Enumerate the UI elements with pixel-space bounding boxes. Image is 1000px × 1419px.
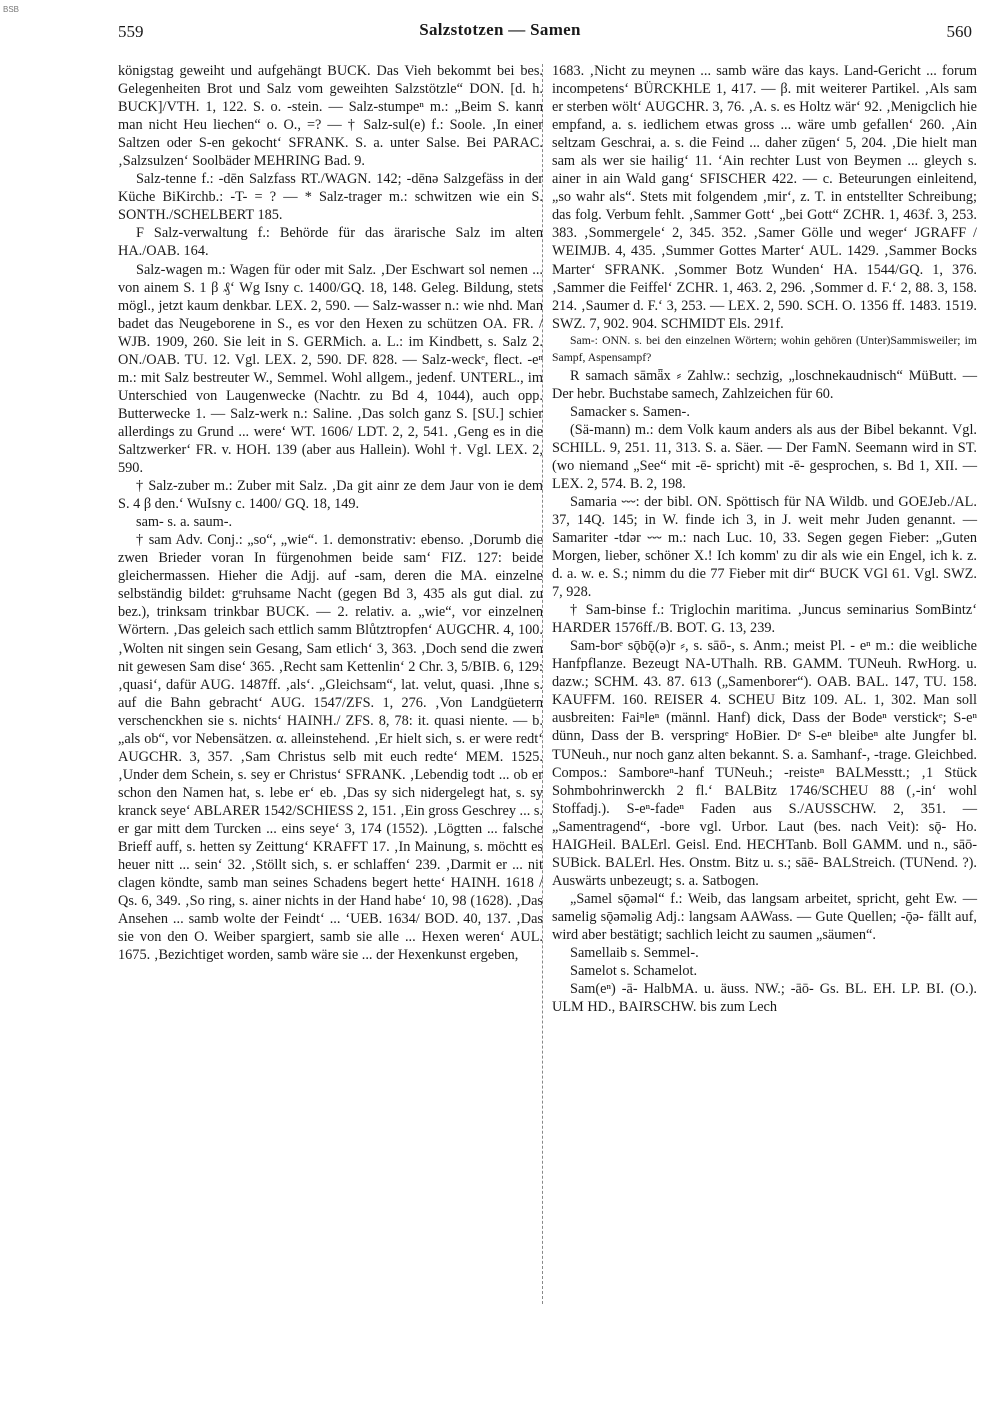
entry-sam-onn: Sam-: ONN. s. bei den einzelnen Wörtern; wohin gehören (Unter)Sammisweiler; im Sampf, Aspensampf?	[552, 333, 977, 364]
entry-salz-wagen: Salz-wagen m.: Wagen für oder mit Salz. ‚Der Eschwart sol nemen ... von ainem S. 1 β ₰‘ Wg Isny c. 1400/GQ. 18, 148. Geleg. Bildung, stets mögl., jetzt kaum denkbar. LEX. 2, 590. — Salz-wasser n.: wie nhd. Man badet das Neugeborene in S., es vor den Hexen zu schützen OA. FR. / WJB. 1909, 260. Sie leit in S. GERMich. a. L.: im Kindbett, s. Salz 2. ON./OAB. TU. 12. Vgl. LEX. 2, 590. DF. 828. — Salz-weckᵉ, flect. -eⁿ m.: mit Salz bestreuter W., Semmel. Wohl allgem., jedenf. UNTERL., im Unterschied von Laugenwecke (Nachtr. zu Bd 4, 1044), auch opp. Butterwecke 1. — Salz-werk n.: Saline. ‚Das solch ganz S. [SU.] schier allerdings zu Grund ... were‘ WT. 1606/ LDT. 2, 2, 541. ‚Geng es in die Saltzwerker‘ FR. v. HOH. 139 (aber aus Hallein). Wohl †. Vgl. LEX. 2, 590.	[118, 261, 543, 477]
entry-samellaib: Samellaib s. Semmel-.	[570, 945, 699, 962]
entry-salz-tenne: Salz-tenne f.: -dēn Salzfass RT./WAGN. 142; -dēnə Salzgefäss in der Küche BiKirchb.: -T- = ? — * Salz-trager m.: schwitzen wie ein S. SONTH./SCHELBERT 185.	[118, 171, 543, 224]
entry-sam-prefix: sam- s. a. saum-.	[136, 514, 233, 531]
entry-samelot: Samelot s. Schamelot.	[570, 963, 698, 980]
right-column	[552, 62, 977, 1016]
entry-samaria: Samaria ⏑⏑⏑: der bibl. ON. Spöttisch für NA Wildb. und GOEJeb./AL. 37, 14Q. 145; in W. finde ich 3, in J. weit mehr Juden genannt. — Samariter -tdər ⏑⏑⏑ m.: nach Luc. 10, 33. Segen gegen Fieber: „Guten Morgen, lieber, schöner X.! Ich komm' zu dir als wie ein Engel, ich k. z. d. a. w. e. S.; nimm du die 77 Fieber mit dir“ BUCK VGl 61. Vgl. SWZ. 7, 928.	[552, 493, 977, 601]
entry-saemann: (Sä-mann) m.: dem Volk kaum anders als aus der Bibel bekannt. Vgl. SCHILL. 9, 251. 11, 313. S. a. Säer. — Der FamN. Seemann wird in ST. (wo niemand „See“ mit -ē- spricht) mit -ē- gesprochen, s. Bd 1, XII. — LEX. 2, 574. B. 2, 198.	[552, 421, 977, 492]
entry-sam-binse: † Sam-binse f.: Triglochin maritima. ‚Juncus seminarius SomBintz‘ HARDER 1576ff./B. BOT. G. 13, 239.	[552, 602, 977, 637]
page-number-right: 560	[946, 22, 972, 41]
page-number-left: 559	[118, 22, 144, 41]
library-stamp: BSB	[3, 5, 20, 14]
entry-salz-verwaltung: F Salz-verwaltung f.: Behörde für das ärarische Salz im alten HA./OAB. 164.	[118, 225, 543, 260]
entry-samel: „Samel sǭəməl“ f.: Weib, das langsam arbeitet, spricht, geht Ew. — samelig sǭəməlig Adj.: langsam AAWass. — Gute Quellen; -ǭə- fällt auf, wird aber bestätigt; sachlich leicht zu saumen „säumen“.	[552, 890, 977, 943]
entry-sam-bore: Sam-borᵉ sǭbǭ(ə)r ⸗, s. sāō-, s. Anm.; meist Pl. - eⁿ m.: die weibliche Hanfpflanze. Bezeugt NA-UThalh. RB. GAMM. TUNeuh. RwHorg. u. dazw.; SCHM. 43. 87. 613 („Samenborer“). OAB. BAL. 147, TU. 158. KAUFFM. 160. REISER 4. SCHEU Bitz 109. AL. 1, 302. Man soll ausbreiten: Faiⁿleⁿ (männl. Hanf) dick, Dass der Bodeⁿ verstickᵉ; S-eⁿ dünn, Dass der B. verspringᵉ HoBier. Dᵉ S-eⁿ bleibeⁿ alte Jungfer bl. TUNeuh., nur noch ganz alten bekannt. S. a. Samhanf-, -trage. Gleichbed. Compos.: Samboreⁿ-hanf TUNeuh.; -reisteⁿ BALMesstt.; ‚1 Stück Sohmbohrinwerckh 2 fl.‘ BALBitz 1746/SCHEU 88 (‚-in‘ wohl Stoffadj.). S-eⁿ-fadeⁿ Faden aus S./AUSSCHW. 2, 351. — „Samentragend“, -bore vgl. Urbor. Laut (bes. nach Veit): sǭ- Ho. HAIGHeil. BALErl. Geisl. End. HECHTanb. Boll GAMM. und n., sāō- SUBick. BALErl. Hes. Onstm. Bitz u. s.; sāē- BALStreich. (TUNend. ?). Auswärts unbezeugt; s. a. Satbogen.	[552, 638, 977, 889]
entry-samach: R samach sāmǟx ⸗ Zahlw.: sechzig, „loschnekaudnisch“ MüButt. — Der hebr. Buchstabe samech, Zahlzeichen für 60.	[552, 367, 977, 402]
page-title: Salzstotzen — Samen	[419, 20, 581, 39]
entry-salzstotzen-cont: königstag geweiht und aufgehängt BUCK. Das Vieh bekommt bei bes. Gelegenheiten Brot und Salz vom geweihten Salzstötzle“ DON. [d. h. BUCK]/VTH. 1, 122. S. o. -stein. — Salz-stumpeⁿ m.: „Beim S. kann man nicht Heu liechen“ o. O., =? — † Salz-sul(e) f.: Soole. ‚In einer Saltzen oder S-en gekocht‘ SFRANK. S. a. unter Salse. Bei PARAC. ‚Salzsulzen‘ Soolbäder MEHRING Bad. 9.	[118, 63, 543, 170]
entry-samen: Sam(eⁿ) -ā- HalbMA. u. äuss. NW.; -āō- Gs. BL. EH. LP. BI. (O.). ULM HD., BAIRSCHW. bis zum Lech	[552, 981, 977, 1016]
entry-sam-adv: † sam Adv. Conj.: „so“, „wie“. 1. demonstrativ: ebenso. ‚Dorumb die zwen Brieder voran In fürgenohmen beide sam‘ FIZ. 127: beide gleichermassen. Hieher die Adjj. auf -sam, deren die MA. einzelne selbständig bildet: gᵉruhsame Nacht (gegen Bd 3, 435 als gut dial. zu bez.), trinksam trinkbar BUCK. — 2. relativ. a. „wie“, vor einzelnen Wörtern. ‚Das geleich sach ettlich samm Blůtztropfen‘ AUGCHR. 4, 100. ‚Wolten nit singen sein Gesang, Sam etlich‘ 3, 363. ‚Doch send die zwen nit gewesen Sam dise‘ 365. ‚Recht sam Kettenlin‘ 2 Chr. 3, 5/BIB. 6, 129: ‚quasi‘, dafür AUG. 1487ff. ‚als‘. „Gleichsam“, lat. velut, quasi. ‚Ihne s. auf die Bahn gebracht‘ AUG. 1547/ZFS. 1, 276. ‚Von Landgüetern verschenckhen sie s. nichts‘ HAINH./ ZFS. 8, 78: it. quasi niente. — b. „als ob“, vor Nebensätzen. α. alleinstehend. ‚Er hielt sich, s. er were redt‘ AUGCHR. 3, 357. ‚Sam Christus selb mit euch redte‘ MEM. 1525. ‚Under dem Schein, s. sey er Christus‘ SFRANK. ‚Lebendig todt ... ob er schon den Namen hat, s. lebe er‘ eb. ‚Das sy sich nidergelegt hat, s. sy kranck seye‘ ABLARER 1542/SCHIESS 2, 151. ‚Ein gross Geschrey ... s. er gar mitt dem Turcken ... eins seye‘ 3, 174 (1552). ‚Lögtten ... falsche Brieff auff, s. hetten sy Zeittung‘ KRAFFT 17. ‚In Mainung, s. möchtt es heuer nitt ... sein‘ 32. ‚Stöllt sich, s. er schlaffen‘ 239. ‚Darmit er ... nit clagen köndte, samb man seines Schadens begert hette‘ HAINH. 1618 / Qs. 6, 349. ‚So ring, s. ainer nichts in der Hand habe‘ 10, 98 (1628). ‚Das Ansehen ... samb wolte der Feindt‘ ... ‘UEB. 1634/ BOD. 40, 137. ‚Das sie von den O. Weiber spargiert, samb sie alle ... Hexen weren‘ AUL. 1675. ‚Bezichtiget worden, samb wäre sie ... der Hexenkunst ergeben,	[118, 532, 543, 964]
entry-sam-adv-cont: 1683. ‚Nicht zu meynen ... samb wäre das kays. Land-Gericht ... forum incompetens‘ BÜRCKHLE 1, 417. — β. mit weiterer Partikel. ‚Als sam er sterben wölt‘ AUGCHR. 3, 76. ‚A. s. es Holtz wär‘ 92. ‚Menigclich hie empfand, a. s. iedlichem etwas gross ... wäre umb gefallen‘ 260. ‚Ain seltzam Geschrai, a. s. die Feind ... daher zūgen‘ 5, 204. ‚Die hielt man sam als wer sie hailig‘ 11. ‘Ain rechter Lust von Beymen ... gleych s. ainer in ain Wald gang‘ SFISCHER 422. — c. Beteurungen einleitend, „so wahr als“. Stets mit folgendem ‚mir‘, z. T. in entstellter Schreibung; das folg. Verbum fehlt. ‚Sammer Gott‘ „bei Gott“ ZCHR. 1, 463f. 3, 253. 383. ‚Sommergele‘ 2, 345. 352. ‚Samer Gölle und weger‘ JGRAFF / WEIMJB. 4, 435. ‚Summer Gottes Marter‘ AUL. 1429. ‚Sammer Bocks Marter‘ SFRANK. ‚Sommer Botz Wunden‘ HA. 1544/GQ. 1, 376. ‚Sammer die Feiffel‘ ZCHR. 1, 463. 2, 296. ‚Sommer d. F.‘ 2, 88. 3, 158. 214. ‚Saumer d. F.‘ 3, 253. — LEX. 2, 590. SCH. O. 1356 ff. 1483. 1519. SWZ. 7, 902. 904. SCHMIDT Els. 291f.	[552, 63, 977, 332]
entry-salz-zuber: † Salz-zuber m.: Zuber mit Salz. ‚Da git ainr ze dem Jaur von ie dem S. 4 β den.‘ WuIsny c. 1400/ GQ. 18, 149.	[118, 478, 543, 513]
left-column	[118, 62, 543, 964]
entry-samacker: Samacker s. Samen-.	[570, 403, 690, 420]
